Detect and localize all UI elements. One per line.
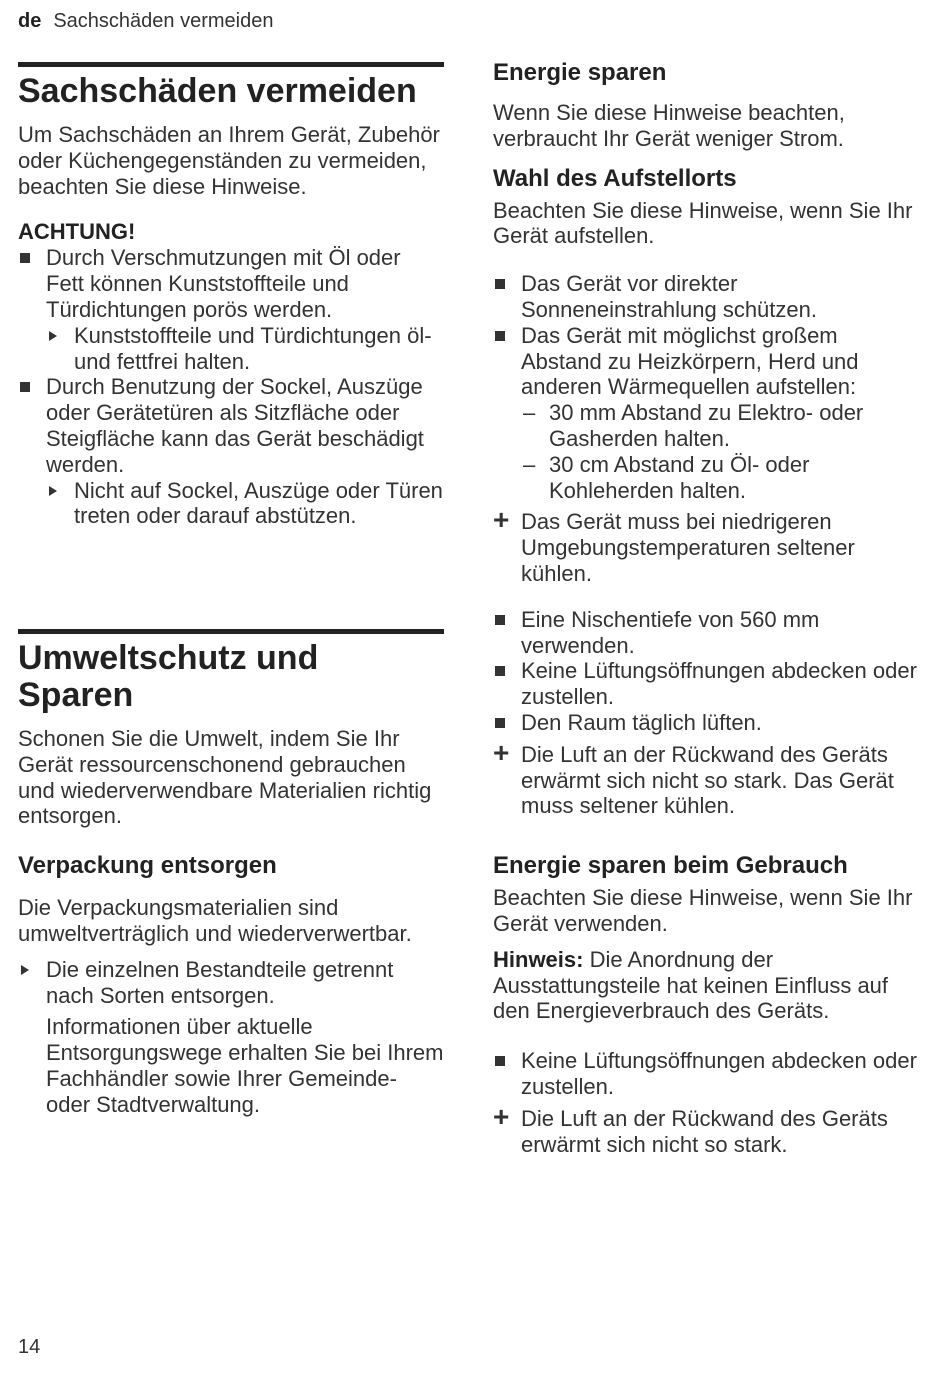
location-text: Beachten Sie diese Hinweise, wenn Sie Ihr Gerät aufstellen. bbox=[493, 197, 913, 249]
environment-intro: Schonen Sie die Umwelt, indem Sie Ihr Gerät ressourcenschonend gebrauchen und wiederverwendbare Materialien richtig entsorgen. bbox=[18, 726, 432, 829]
niche-item: Eine Nischentiefe von 560 mm verwenden. bbox=[493, 607, 923, 659]
energy-text: Wenn Sie diese Hinweise beachten, verbraucht Ihr Gerät weniger Strom. bbox=[493, 100, 845, 151]
warning-title: ACHTUNG! bbox=[18, 219, 136, 245]
note-text: Die Anordnung der Ausstattungsteile hat keinen Einfluss auf den Energieverbrauch des Geräts. bbox=[493, 946, 889, 1024]
warning-action: Nicht auf Sockel, Auszüge oder Türen treten oder darauf abstützen. bbox=[46, 478, 444, 530]
language-tag: de bbox=[18, 10, 42, 32]
usage-item: Keine Lüftungsöffnungen abdecken oder zustellen. bbox=[493, 1048, 923, 1100]
heading-damage: Sachschäden vermeiden bbox=[18, 72, 417, 110]
heading-environment: Umweltschutz und Sparen bbox=[18, 639, 319, 714]
damage-intro: Um Sachschäden an Ihrem Gerät, Zubehör oder Küchengegenständen zu vermeiden, beachten Sie diese Hinweise. bbox=[18, 122, 440, 199]
heading-location: Wahl des Aufstellorts bbox=[493, 164, 737, 192]
packaging-list bbox=[18, 957, 444, 1009]
location-benefit: + Das Gerät muss bei niedrigeren Umgebungstemperaturen seltener kühlen. bbox=[493, 509, 923, 586]
heading-energy: Energie sparen bbox=[493, 59, 667, 86]
warning-action: Kunststoffteile und Türdichtungen öl- und fettfrei halten. bbox=[46, 323, 444, 375]
packaging-action: Die einzelnen Bestandteile getrennt nach Sorten entsorgen. bbox=[18, 957, 444, 1009]
usage-list bbox=[493, 1048, 923, 1157]
note-paragraph bbox=[493, 947, 923, 1024]
heading-rule bbox=[18, 62, 444, 67]
location-item: Das Gerät vor direkter Sonneneinstrahlung schützen. bbox=[493, 271, 923, 323]
location-list bbox=[493, 271, 923, 587]
section-energy bbox=[493, 58, 923, 1157]
section-damage bbox=[18, 62, 444, 529]
warning-item: Durch Verschmutzungen mit Öl oder Fett können Kunststoffteile und Türdichtungen porös werden. bbox=[18, 245, 444, 322]
location-dash-item: – 30 mm Abstand zu Elektro- oder Gasherden halten. bbox=[521, 400, 923, 452]
usage-text: Beachten Sie diese Hinweise, wenn Sie Ihr Gerät verwenden. bbox=[493, 885, 913, 936]
section-environment bbox=[18, 629, 444, 1118]
heading-rule bbox=[18, 629, 444, 634]
heading-usage: Energie sparen beim Gebrauch bbox=[493, 852, 848, 880]
running-header bbox=[18, 8, 273, 34]
running-header-title: Sachschäden vermeiden bbox=[53, 10, 274, 32]
page-number: 14 bbox=[18, 1336, 41, 1358]
niche-item: Keine Lüftungsöffnungen abdecken oder zustellen. bbox=[493, 658, 923, 710]
niche-list bbox=[493, 607, 923, 819]
location-dash-item: – 30 cm Abstand zu Öl- oder Kohleherden halten. bbox=[521, 452, 923, 504]
heading-packaging: Verpackung entsorgen bbox=[18, 852, 277, 880]
location-item: Das Gerät mit möglichst großem Abstand zu Heizkörpern, Herd und anderen Wärmequellen aufstellen: bbox=[493, 323, 923, 400]
packaging-info: Informationen über aktuelle Entsorgungswege erhalten Sie bei Ihrem Fachhändler sowie Ihrer Gemeinde- oder Stadtverwaltung. bbox=[46, 1014, 444, 1117]
usage-benefit: + Die Luft an der Rückwand des Geräts erwärmt sich nicht so stark. bbox=[493, 1106, 923, 1158]
niche-item: Den Raum täglich lüften. bbox=[493, 710, 923, 736]
niche-benefit: + Die Luft an der Rückwand des Geräts erwärmt sich nicht so stark. Das Gerät muss seltener kühlen. bbox=[493, 742, 923, 819]
warning-list bbox=[18, 245, 444, 529]
warning-item: Durch Benutzung der Sockel, Auszüge oder Gerätetüren als Sitzfläche oder Steigfläche kann das Gerät beschädigt werden. bbox=[18, 374, 444, 477]
packaging-text: Die Verpackungsmaterialien sind umweltverträglich und wiederverwertbar. bbox=[18, 895, 412, 946]
note-label: Hinweis: bbox=[493, 946, 584, 972]
